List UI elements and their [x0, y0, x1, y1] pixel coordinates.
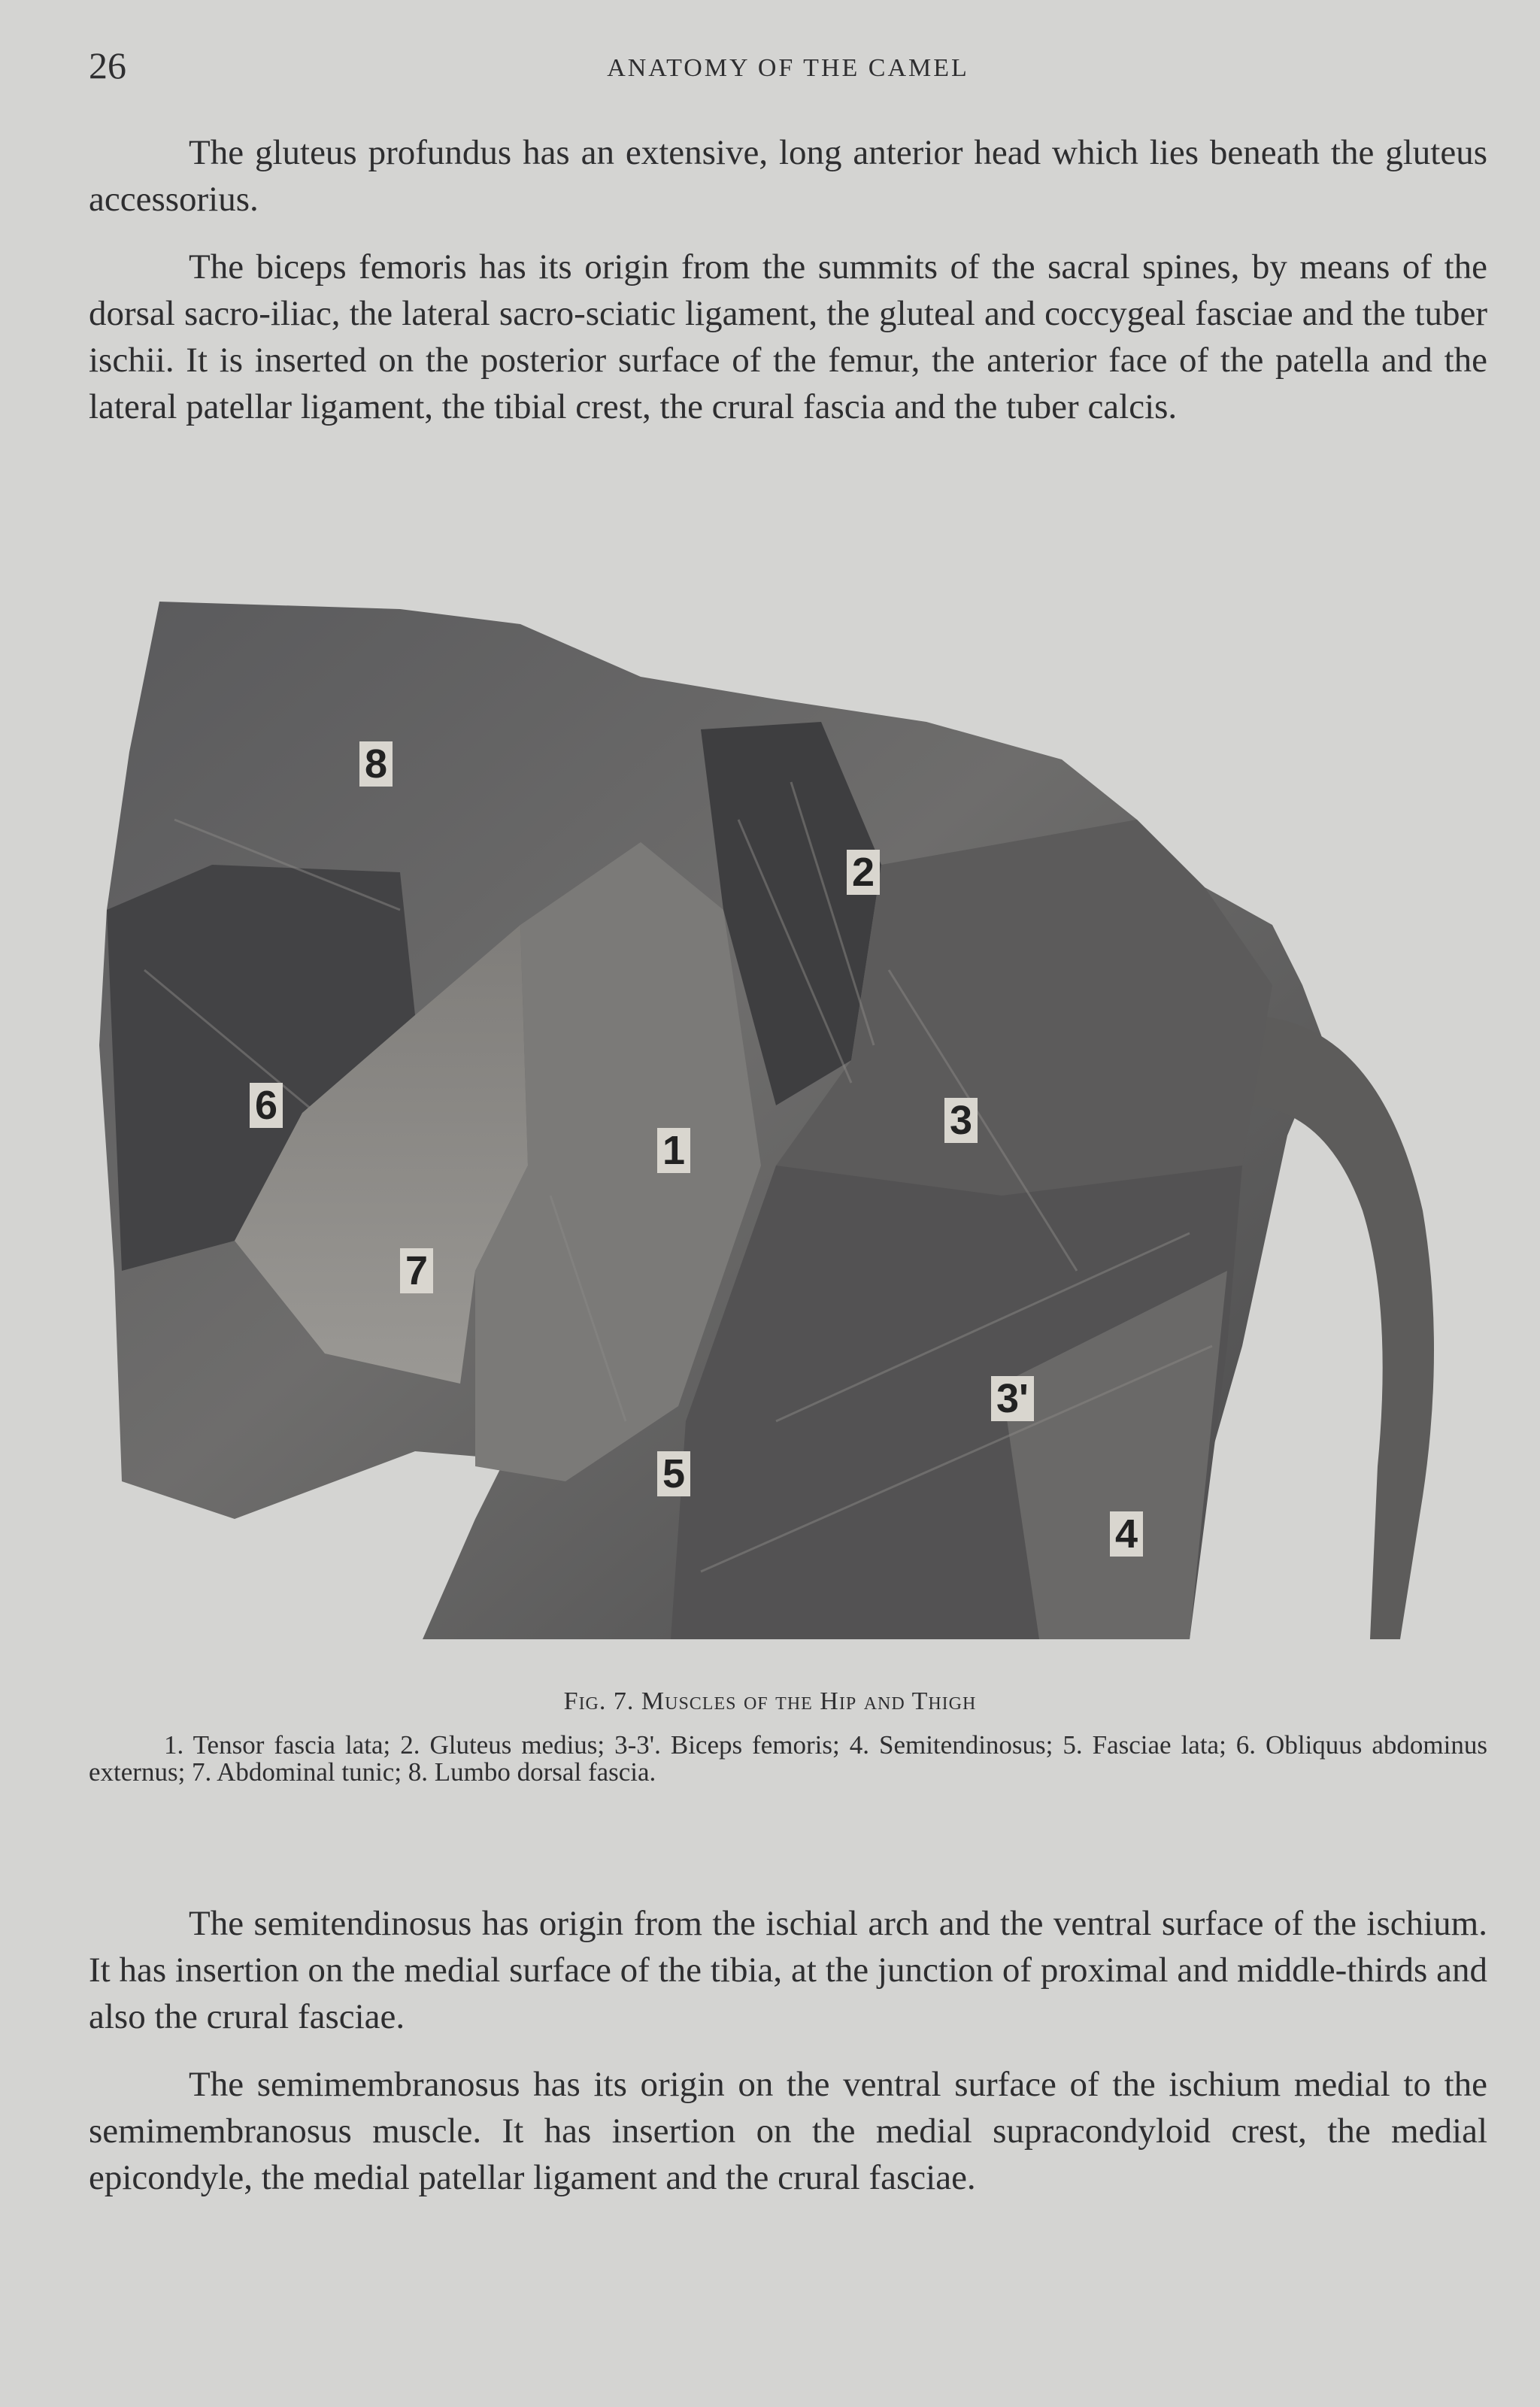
paragraph-semitendinosus: The semitendinosus has origin from the ischial arch and the ventral surface of the ischium. It has insertion on the medial surface of the tibia, at the junction of proximal and middle-thirds and also the crural fasciae. [89, 1904, 1487, 2036]
top-text-block [89, 129, 1487, 451]
figure-label-5: 5 [657, 1451, 690, 1496]
figure-label-8: 8 [359, 741, 393, 787]
figure-caption-legend [89, 1732, 1487, 1786]
figure-label-6: 6 [250, 1083, 283, 1128]
figure-label-2: 2 [847, 850, 880, 895]
page-header [89, 44, 1487, 89]
figure-label-3: 3 [944, 1098, 978, 1143]
paragraph-gluteus-profundus: The gluteus profundus has an extensive, long anterior head which lies beneath the gluteus accessorius. [89, 133, 1487, 219]
paragraph-semimembranosus: The semimembranosus has its origin on the ventral surface of the ischium medial to the semimembranosus muscle. It has insertion on the medial supracondyloid crest, the medial epicondyle, the medial patellar ligament and the crural fasciae. [89, 2065, 1487, 2197]
figure-label-3-prime: 3' [991, 1376, 1034, 1421]
running-head: ANATOMY OF THE CAMEL [607, 54, 969, 82]
figure-label-1: 1 [657, 1128, 690, 1173]
muscle-specimen-image [99, 594, 1498, 1647]
anatomy-photograph [99, 594, 1498, 1647]
caption-legend-text: 1. Tensor fascia lata; 2. Gluteus medius; 3-3'. Biceps femoris; 4. Semitendinosus; 5. Fasciae lata; 6. Obliquus abdominus externus; 7. Abdominal tunic; 8. Lumbo dorsal fascia. [89, 1730, 1487, 1787]
paragraph-biceps-femoris: The biceps femoris has its origin from the summits of the sacral spines, by means of the dorsal sacro-iliac, the lateral sacro-sciatic ligament, the gluteal and coccygeal fasciae and the tuber ischii. It is inserted on the posterior surface of the femur, the anterior face of the patella and the lateral patellar ligament, the tibial crest, the crural fascia and the tuber calcis. [89, 247, 1487, 426]
figure-label-4: 4 [1110, 1511, 1143, 1557]
tendon-strip [1242, 1015, 1434, 1639]
figure-caption-title: Fig. 7. Muscles of the Hip and Thigh [563, 1687, 977, 1715]
page-number: 26 [89, 44, 126, 86]
bottom-text-block [89, 1900, 1487, 2222]
figure-label-7: 7 [400, 1248, 433, 1293]
